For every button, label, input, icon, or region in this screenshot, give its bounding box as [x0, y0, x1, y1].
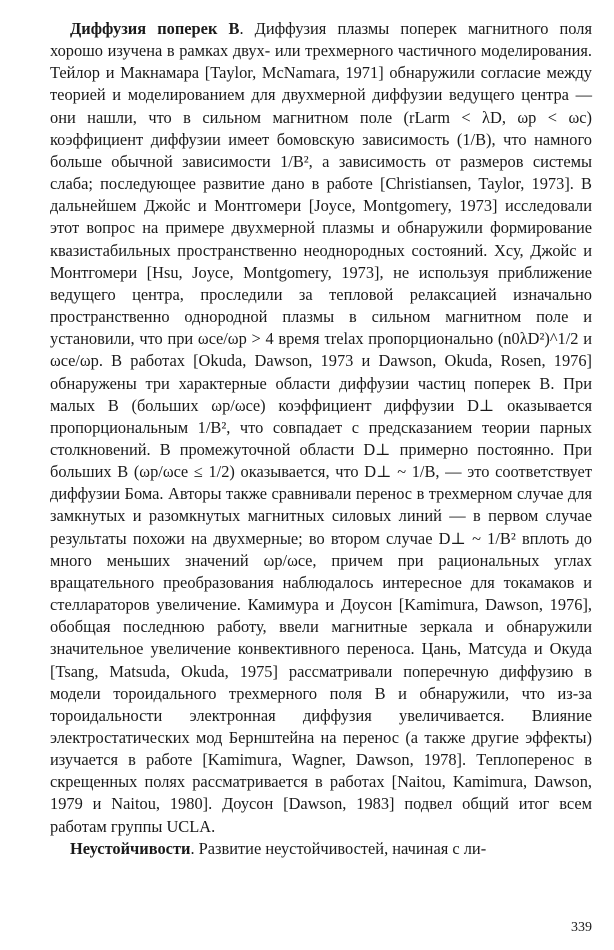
paragraph-text: . Развитие неустойчивостей, начиная с ли-: [190, 838, 487, 858]
paragraph-heading: Диффузия поперек B: [70, 19, 240, 38]
paragraph-diffusion: [50, 18, 592, 838]
book-page: [50, 18, 592, 936]
paragraph-heading: Неустойчивости: [70, 838, 191, 858]
paragraph-instabilities: [50, 838, 592, 860]
paragraph-text: . Диффузия плазмы поперек магнитного поля хорошо изучена в рамках двух- или трехмерного частичного моделирования. Тейлор и Макнамара [Taylor, McNamara, 1971] обнаружили согласие между теорией и моделированием для двухмерной диффузии ведущего центра — они нашли, что в сильном магнитном поле (rLarm < λD, ωp < ωc) коэффициент диффузии имеет бомовскую зависимость (1/B), что намного больше обычной зависимости 1/B², а зависимость от размеров системы слаба; последующее развитие дано в работе [Christiansen, Taylor, 1973]. В дальнейшем Джойс и Монтгомери [Joyce, Montgomery, 1973] исследовали этот вопрос на примере двухмерной плазмы и обнаружили формирование квазистабильных пространственно неоднородных состояний. Хсу, Джойс и Монтгомери [Hsu, Joyce, Montgomery, 1973], не используя приближение ведущего центра, проследили за тепловой релаксацией изначально пространственно однородной плазмы в сильном магнитном поле и установили, что при ωce/ωp > 4 время τrelax пропорционально (n0λD²)^1/2 и ωce/ωp. В работах [Okuda, Dawson, 1973 и Dawson, Okuda, Rosen, 1976] обнаружены три характерные области диффузии частиц поперек B. При малых B (больших ωp/ωce) коэффициент диффузии D⊥ оказывается пропорциональным 1/B², что совпадает с предсказанием теории парных столкновений. В промежуточной области D⊥ примерно постоянно. При больших B (ωp/ωce ≤ 1/2) оказывается, что D⊥ ~ 1/B, — это соответствует диффузии Бома. Авторы также сравнивали перенос в трехмерном случае для замкнутых и разомкнутых магнитных силовых линий — в первом случае результаты похожи на двухмерные; во втором случае D⊥ ~ 1/B² вплоть до много меньших значений ωp/ωce, причем при рациональных углах вращательного преобразования наблюдалось интересное для токамаков и стеллараторов увеличение. Камимура и Доусон [Kamimura, Dawson, 1976], обобщая последнюю работу, ввели магнитные зеркала и обнаружили значительное увеличение конвективного переноса. Цань, Матсуда и Окуда [Tsang, Matsuda, Okuda, 1975] рассматривали поперечную диффузию в модели тороидального трехмерного поля B и обнаружили, что из-за тороидальности электронная диффузия увеличивается. Влияние электростатических мод Бернштейна на перенос (а также другие эффекты) изучается в работе [Kamimura, Wagner, Dawson, 1978]. Теплоперенос в скрещенных полях рассматривается в работах [Naitou, Kamimura, Dawson, 1979 и Naitou, 1980]. Доусон [Dawson, 1983] подвел общий итог всем работам группы UCLA.: [50, 19, 592, 836]
page-number: 339: [571, 920, 592, 935]
